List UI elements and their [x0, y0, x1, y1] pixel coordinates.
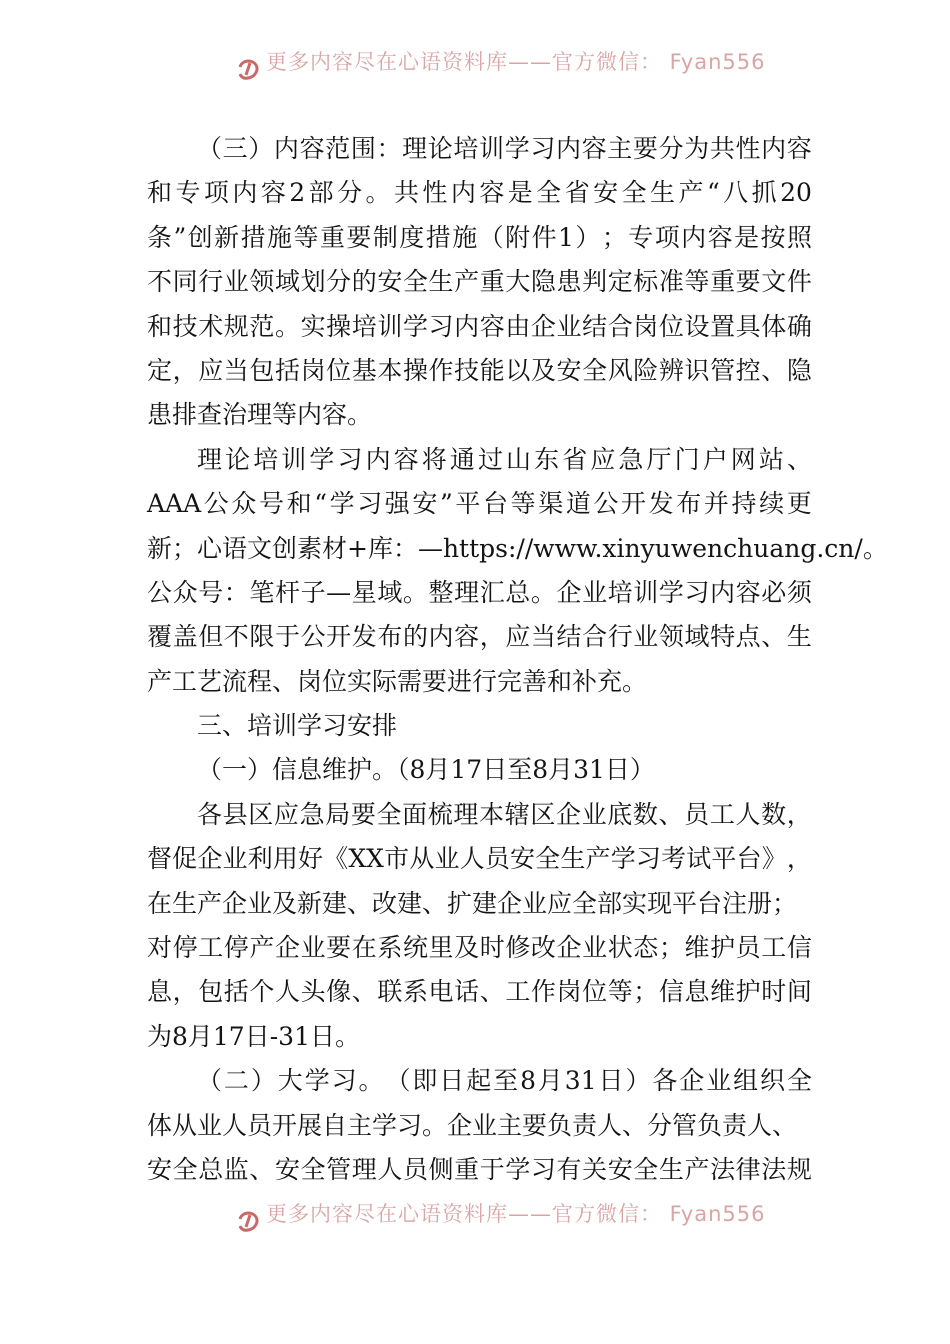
text-line: 和 技 术 规 范 。 实 操 培 训 学 习 内 容 由 企 业 结 合 岗 位 设 置 具 体 确 — [147, 311, 812, 341]
text-line: 体从业人员开展自主学习。企业主要负责人、分管负责人、 — [147, 1110, 798, 1140]
text-line: 在生产企业及新建、改建、扩建企业应全部实现平台注册； — [147, 888, 798, 918]
text-line: 公 众 号 ： 笔 杆 子 — 星 域 。 整 理 汇 总 。 企 业 培 训 学 习 内 容 必 须 — [147, 577, 812, 607]
text-line: 对 停 工 停 产 企 业 要 在 系 统 里 及 时 修 改 企 业 状 态 ； 维 护 员 工 信 — [147, 933, 812, 963]
watermark-text: 更多内容尽在心语资料库——官方微信： Fyan556 — [266, 50, 766, 74]
text-line: 三、培训学习安排 — [197, 711, 398, 741]
text-line: 督 促 企 业 利 用 好 《 XX 市 从 业 人 员 安 全 生 产 学 习 考 试 平 台 》 ， — [147, 844, 812, 874]
text-line: 理 论 培 训 学 习 内 容 将 通 过 山 东 省 应 急 厅 门 户 网 站 、 — [197, 444, 812, 474]
text-line: 定 ， 应 当 包 括 岗 位 基 本 操 作 技 能 以 及 安 全 风 险 辨 识 管 控 、 隐 — [147, 355, 812, 385]
text-line: （ 三 ） 内 容 范 围 ： 理 论 培 训 学 习 内 容 主 要 分 为 共 性 内 容 — [197, 134, 812, 163]
text-line: AAA 公 众 号 和 “ 学 习 强 安 ” 平 台 等 渠 道 公 开 发 布 并 持 续 更 — [147, 489, 812, 519]
text-line: 新；心语文创素材+库：—https://www.xinyuwenchuang.cn/。 — [147, 533, 888, 563]
watermark-banner-bottom — [236, 1202, 766, 1236]
text-line: 和 专 项 内 容 2 部 分 。 共 性 内 容 是 全 省 安 全 生 产 “ 八 抓 20 — [147, 178, 812, 208]
watermark-text: 更多内容尽在心语资料库——官方微信： Fyan556 — [266, 1202, 766, 1226]
watermark-logo-icon — [236, 1209, 262, 1235]
text-line: 安 全 总 监 、 安 全 管 理 人 员 侧 重 于 学 习 有 关 安 全 生 产 法 律 法 规 — [147, 1154, 812, 1184]
text-line: 不 同 行 业 领 域 划 分 的 安 全 生 产 重 大 隐 患 判 定 标 准 等 重 要 文 件 — [147, 267, 812, 297]
text-line: 各 县 区 应 急 局 要 全 面 梳 理 本 辖 区 企 业 底 数 、 员 工 人 数 ， — [197, 799, 812, 829]
text-line: （一）信息维护。（8月17日至8月31日） — [197, 755, 655, 785]
text-line: 患排查治理等内容。 — [147, 400, 373, 430]
text-line: 息 ， 包 括 个 人 头 像 、 联 系 电 话 、 工 作 岗 位 等 ； 信 息 维 护 时 间 — [147, 977, 812, 1007]
text-line: 为8月17日-31日。 — [147, 1021, 360, 1051]
watermark-logo-icon — [236, 57, 262, 83]
text-line: 条 ” 创 新 措 施 等 重 要 制 度 措 施 （ 附 件 1 ） ； 专 项 内 容 是 按 照 — [147, 222, 812, 252]
watermark-banner-top — [236, 50, 766, 84]
text-line: 产工艺流程、岗位实际需要进行完善和补充。 — [147, 666, 648, 696]
text-line: （ 二 ） 大 学 习 。 （ 即 日 起 至 8 月 31 日 ） 各 企 业 组 织 全 — [197, 1066, 812, 1096]
text-line: 覆 盖 但 不 限 于 公 开 发 布 的 内 容 ， 应 当 结 合 行 业 领 域 特 点 、 生 — [147, 622, 812, 652]
document-body — [147, 127, 888, 1187]
